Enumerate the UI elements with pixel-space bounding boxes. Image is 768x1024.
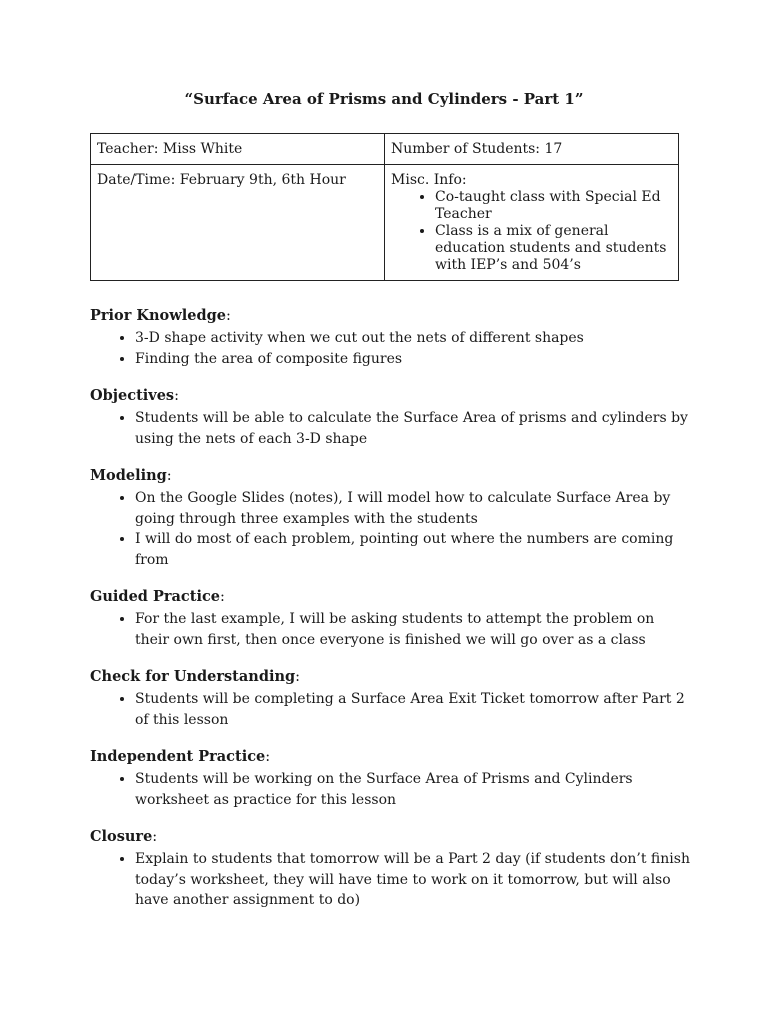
list-item: • Explain to students that tomorrow will be a Part 2 day (if students don’t finish today’s worksheet, they will have time to work on it tomorrow, but will also have another assignment to do) [135, 849, 690, 911]
section-prior-knowledge [90, 306, 690, 369]
lesson-info-table [90, 133, 679, 281]
list-item: • Students will be completing a Surface Area Exit Ticket tomorrow after Part 2 of this lesson [135, 689, 690, 730]
section-independent-practice [90, 747, 690, 810]
list-item: • Students will be working on the Surface Area of Prisms and Cylinders worksheet as practice for this lesson [135, 769, 690, 810]
bullet-list [90, 689, 690, 730]
bullet-list [90, 328, 690, 369]
misc-info-label: Misc. Info: [391, 172, 467, 188]
list-item: • Finding the area of composite figures [135, 349, 690, 370]
bullet-list [90, 849, 690, 911]
section-heading: Closure: [90, 828, 158, 845]
table-row [91, 134, 679, 165]
teacher-cell: Teacher: Miss White [91, 134, 385, 165]
table-row [91, 165, 679, 281]
section-check-for-understanding [90, 667, 690, 730]
section-heading: Independent Practice: [90, 748, 271, 765]
misc-info-list [391, 189, 672, 274]
section-heading: Prior Knowledge: [90, 307, 231, 324]
bullet-list [90, 408, 690, 449]
section-heading: Objectives: [90, 387, 179, 404]
section-guided-practice [90, 587, 690, 650]
num-students-cell: Number of Students: 17 [385, 134, 679, 165]
section-objectives [90, 386, 690, 449]
list-item: • For the last example, I will be asking students to attempt the problem on their own first, then once everyone is finished we will go over as a class [135, 609, 690, 650]
list-item: • Students will be able to calculate the Surface Area of prisms and cylinders by using the nets of each 3-D shape [135, 408, 690, 449]
section-heading: Check for Understanding: [90, 668, 301, 685]
list-item: • 3-D shape activity when we cut out the nets of different shapes [135, 328, 690, 349]
date-time-cell: Date/Time: February 9th, 6th Hour [91, 165, 385, 281]
section-modeling [90, 466, 690, 570]
bullet-list [90, 488, 690, 570]
document-title: “Surface Area of Prisms and Cylinders - Part 1” [184, 90, 584, 108]
list-item: • I will do most of each problem, pointing out where the numbers are coming from [135, 529, 690, 570]
list-item: • Co-taught class with Special Ed Teacher [435, 189, 672, 223]
list-item: • On the Google Slides (notes), I will model how to calculate Surface Area by going through three examples with the students [135, 488, 690, 529]
section-heading: Guided Practice: [90, 588, 225, 605]
section-heading: Modeling: [90, 467, 172, 484]
misc-info-cell [385, 165, 679, 281]
section-closure [90, 827, 690, 911]
list-item: • Class is a mix of general education students and students with IEP’s and 504’s [435, 223, 672, 274]
bullet-list [90, 609, 690, 650]
lesson-sections [90, 306, 690, 928]
bullet-list [90, 769, 690, 810]
